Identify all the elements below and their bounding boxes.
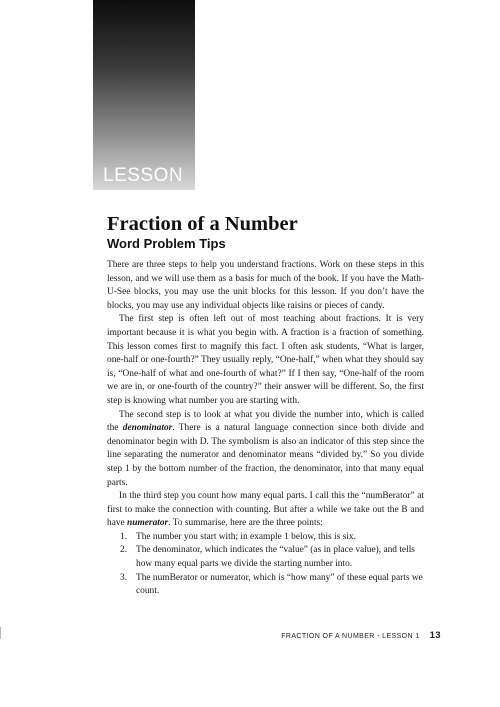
list-text: The denominator, which indicates the “value” (as in place value), and tells how many equal parts we divide the starting number into. <box>136 545 415 570</box>
page-subtitle: Word Problem Tips <box>107 236 226 251</box>
lesson-label <box>103 165 206 187</box>
emphasis-term: numerator <box>127 518 169 529</box>
paragraph-text: . To summarise, here are the three points: <box>168 518 323 529</box>
list-number: 2. <box>120 545 128 556</box>
paragraph-text: The second step is to look at what you divide the number into, which is called the <box>107 409 424 434</box>
page-footer <box>281 630 441 641</box>
running-head: FRACTION OF A NUMBER - LESSON 1 <box>281 633 420 640</box>
list-number: 1. <box>120 531 128 542</box>
list-item <box>107 531 424 545</box>
paragraph <box>107 409 424 491</box>
list-text: The number you start with; in example 1 below, this is six. <box>136 531 356 542</box>
paragraph: There are three steps to help you understand fractions. Work on these steps in this lesson, and we will use them as a basis for much of the book. If you have the Math-U-See blocks, you may use the unit blocks for this lesson. If you don’t have the blocks, you may use any individual objects like raisins or pieces of candy. <box>107 260 424 311</box>
paragraph-text: . There is a natural language connection since both divide and denominator begin with D. The symbolism is also an indicator of this step since the line separating the numerator and denominator means “divided by.” So you divide step 1 by the bottom number of the fraction, the denominator, into that many equal parts. <box>107 423 424 488</box>
lesson-word: LESSON <box>103 165 184 186</box>
paragraph-text: In the third step you count how many equal parts. I call this the “numBerator” at first to make the connection with counting. But after a while we take out the B and have <box>107 491 424 529</box>
margin-rule <box>0 627 1 639</box>
paragraph: The first step is often left out of most teaching about fractions. It is very important because it is what you begin with. A fraction is a fraction of something. This lesson comes first to magnify this fact. I often ask students, “What is larger, one-half or one-fourth?” They usually reply, “One-half,” when what they should say is, “One-half of what and one-fourth of what?” If I then say, “One-half of the room we are in, or one-fourth of the country?” their answer will be different. So, the first step is knowing what number you are starting with. <box>107 314 424 406</box>
steps-list <box>107 531 424 599</box>
list-text: The numBerator or numerator, which is “how many” of these equal parts we count. <box>136 572 423 597</box>
emphasis-term: denominator <box>122 423 173 434</box>
list-item <box>107 544 424 571</box>
page-number: 13 <box>429 630 441 641</box>
body-text <box>107 259 424 599</box>
lesson-number: 1 <box>195 165 207 186</box>
list-number: 3. <box>120 572 128 583</box>
lesson-banner <box>93 0 195 190</box>
list-item <box>107 572 424 599</box>
page-title: Fraction of a Number <box>107 213 298 235</box>
paragraph <box>107 490 424 531</box>
